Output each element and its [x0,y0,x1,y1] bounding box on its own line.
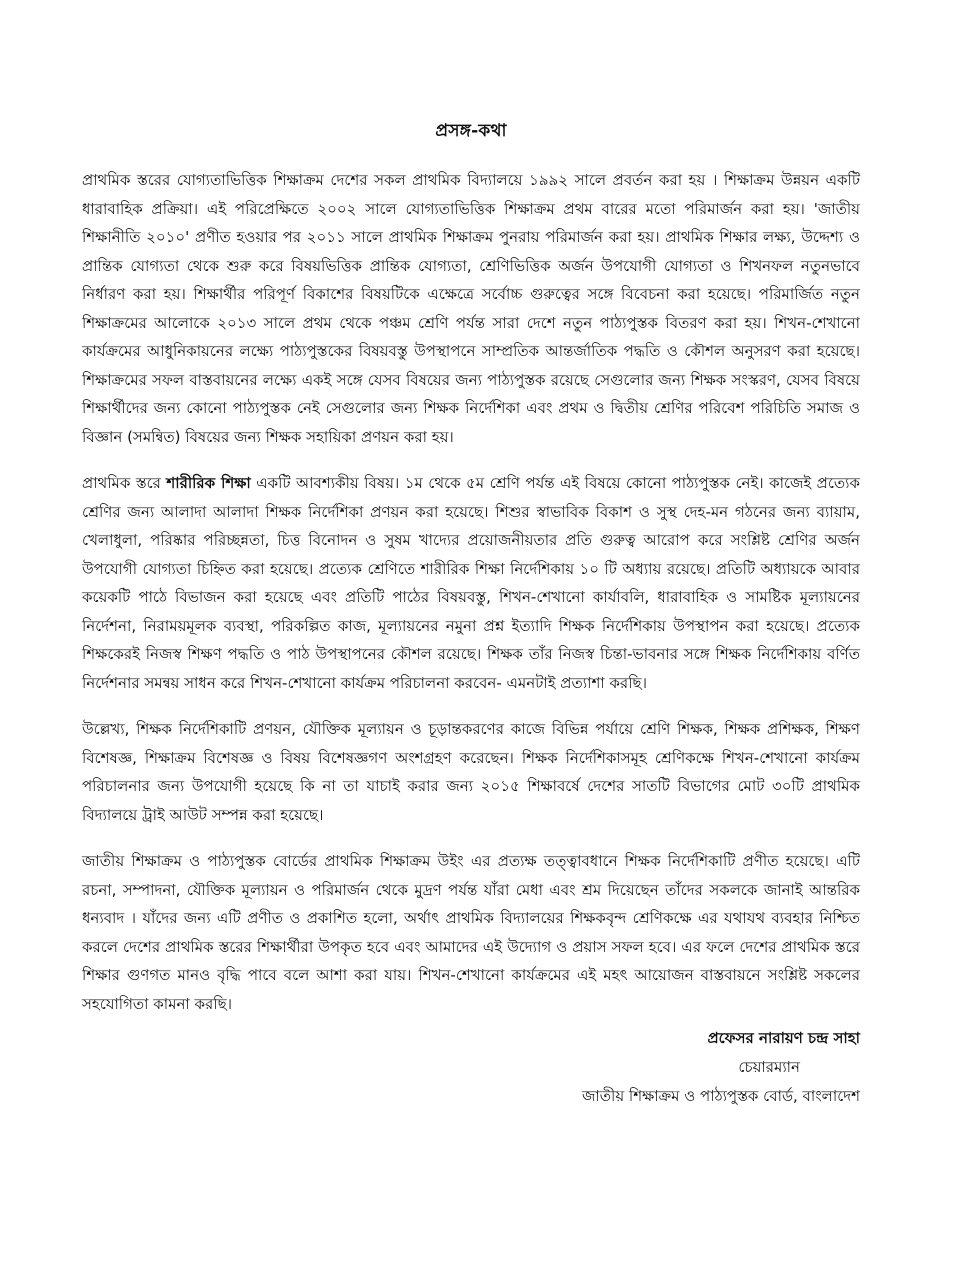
paragraph-2 [82,469,860,697]
signatory-organization: জাতীয় শিক্ষাক্রম ও পাঠ্যপুস্তক বোর্ড, বাংলাদেশ [582,1087,860,1105]
paragraph-2-prefix: প্রাথমিক স্তরে [82,474,167,492]
paragraph-3: উল্লেখ্য, শিক্ষক নির্দেশিকাটি প্রণয়ন, যৌক্তিক মূল্যায়ন ও চূড়ান্তকরণের কাজে বিভিন্ন পর্যায়ে শ্রেণি শিক্ষক, শিক্ষক প্রশিক্ষক, শিক্ষণ বিশেষজ্ঞ, শিক্ষাক্রম বিশেষজ্ঞ ও বিষয় বিশেষজ্ঞগণ অংশগ্রহণ করেছেন। শিক্ষক নির্দেশিকাসমূহ শ্রেণিকক্ষে শিখন-শেখানো কার্যক্রম পরিচালনার জন্য উপযোগী হয়েছে কি না তা যাচাই করার জন্য ২০১৫ শিক্ষাবর্ষে দেশের সাতটি বিভাগের মোট ৩০টি প্রাথমিক বিদ্যালয়ে ট্রাই আউট সম্পন্ন করা হয়েছে। [82,720,860,824]
signature-block [582,1024,860,1111]
paragraph-4: জাতীয় শিক্ষাক্রম ও পাঠ্যপুস্তক বোর্ডের প্রাথমিক শিক্ষাক্রম উইং এর প্রত্যক্ষ তত্ত্বাবধানে শিক্ষক নির্দেশিকাটি প্রণীত হয়েছে। এটি রচনা, সম্পাদনা, যৌক্তিক মূল্যায়ন ও পরিমার্জন থেকে মুদ্রণ পর্যন্ত যাঁরা মেধা এবং শ্রম দিয়েছেন তাঁদের সকলকে জানাই আন্তরিক ধন্যবাদ । যাঁদের জন্য এটি প্রণীত ও প্রকাশিত হলো, অর্থাৎ প্রাথমিক বিদ্যালয়ের শিক্ষকবৃন্দ শ্রেণিকক্ষে এর যথাযথ ব্যবহার নিশ্চিত করলে দেশের প্রাথমিক স্তরের শিক্ষার্থীরা উপকৃত হবে এবং আমাদের এই উদ্যোগ ও প্রয়াস সফল হবে। এর ফলে দেশের প্রাথমিক স্তরে শিক্ষার গুণগত মানও বৃদ্ধি পাবে বলে আশা করা যায়। শিখন-শেখানো কার্যক্রমের এই মহৎ আয়োজন বাস্তবায়নে সংশ্লিষ্ট সকলের সহযোগিতা কামনা করছি। [82,852,860,1013]
paragraph-2-body: একটি আবশ্যকীয় বিষয়। ১ম থেকে ৫ম শ্রেণি পর্যন্ত এই বিষয়ে কোনো পাঠ্যপুস্তক নেই। কাজেই প্রত্যেক শ্রেণির জন্য আলাদা আলাদা শিক্ষক নির্দেশিকা প্রণয়ন করা হয়েছে। শিশুর স্বাভাবিক বিকাশ ও সুস্থ দেহ-মন গঠনের জন্য ব্যায়াম, খেলাধুলা, পরিষ্কার পরিচ্ছন্নতা, চিত্ত বিনোদন ও সুষম খাদ্যের প্রয়োজনীয়তার প্রতি গুরুত্ব আরোপ করে সংশ্লিষ্ট শ্রেণির অর্জন উপযোগী যোগ্যতা চিহ্নিত করা হয়েছে। প্রত্যেক শ্রেণিতে শারীরিক শিক্ষা নির্দেশিকায় ১০ টি অধ্যায় রয়েছে। প্রতিটি অধ্যায়কে আবার কয়েকটি পাঠে বিভাজন করা হয়েছে এবং প্রতিটি পাঠের বিষয়বস্তু, শিখন-শেখানো কার্যাবলি, ধারাবাহিক ও সামষ্টিক মূল্যায়নের নির্দেশনা, নিরাময়মূলক ব্যবস্থা, পরিকল্পিত কাজ, মূল্যায়নের নমুনা প্রশ্ন ইত্যাদি শিক্ষক নির্দেশিকায় উপস্থাপন করা হয়েছে। প্রত্যেক শিক্ষকেরই নিজস্ব শিক্ষণ পদ্ধতি ও পাঠ উপস্থাপনের কৌশল রয়েছে। শিক্ষক তাঁর নিজস্ব চিন্তা-ভাবনার সঙ্গে শিক্ষক নির্দেশিকায় বর্ণিত নির্দেশনার সমন্বয় সাধন করে শিখন-শেখানো কার্যক্রম পরিচালনা করবেন- এমনটাই প্রত্যাশা করছি। [82,474,860,692]
page-title: প্রসঙ্গ-কথা [435,121,507,141]
signatory-title: চেয়ারম্যান [738,1058,800,1076]
paragraph-2-bold-subject: শারীরিক শিক্ষা [166,474,251,492]
signatory-name: প্রফেসর নারায়ণ চন্দ্র সাহা [707,1029,860,1047]
paragraph-1: প্রাথমিক স্তরের যোগ্যতাভিত্তিক শিক্ষাক্রম দেশের সকল প্রাথমিক বিদ্যালয়ে ১৯৯২ সালে প্রবর্তন করা হয় । শিক্ষাক্রম উন্নয়ন একটি ধারাবাহিক প্রক্রিয়া। এই পরিপ্রেক্ষিতে ২০০২ সালে যোগ্যতাভিত্তিক শিক্ষাক্রম প্রথম বারের মতো পরিমার্জন করা হয়। 'জাতীয় শিক্ষানীতি ২০১০' প্রণীত হওয়ার পর ২০১১ সালে প্রাথমিক শিক্ষাক্রম পুনরায় পরিমার্জন করা হয়। প্রাথমিক শিক্ষার লক্ষ্য, উদ্দেশ্য ও প্রান্তিক যোগ্যতা থেকে শুরু করে বিষয়ভিত্তিক প্রান্তিক যোগ্যতা, শ্রেণিভিত্তিক অর্জন উপযোগী যোগ্যতা ও শিখনফল নতুনভাবে নির্ধারণ করা হয়। শিক্ষার্থীর পরিপূর্ণ বিকাশের বিষয়টিকে এক্ষেত্রে সর্বোচ্চ গুরুত্বের সঙ্গে বিবেচনা করা হয়েছে। পরিমার্জিত নতুন শিক্ষাক্রমের আলোকে ২০১৩ সালে প্রথম থেকে পঞ্চম শ্রেণি পর্যন্ত সারা দেশে নতুন পাঠ্যপুস্তক বিতরণ করা হয়। শিখন-শেখানো কার্যক্রমের আধুনিকায়নের লক্ষ্যে পাঠ্যপুস্তকের বিষয়বস্তু উপস্থাপনে সাম্প্রতিক আন্তর্জাতিক পদ্ধতি ও কৌশল অনুসরণ করা হয়েছে। শিক্ষাক্রমের সফল বাস্তবায়নের লক্ষ্যে একই সঙ্গে যেসব বিষয়ের জন্য পাঠ্যপুস্তক রয়েছে সেগুলোর জন্য শিক্ষক সংস্করণ, যেসব বিষয়ে শিক্ষার্থীদের জন্য কোনো পাঠ্যপুস্তক নেই সেগুলোর জন্য শিক্ষক নির্দেশিকা এবং প্রথম ও দ্বিতীয় শ্রেণির পরিবেশ পরিচিতি সমাজ ও বিজ্ঞান (সমন্বিত) বিষয়ের জন্য শিক্ষক সহায়িকা প্রণয়ন করা হয়। [82,171,860,446]
